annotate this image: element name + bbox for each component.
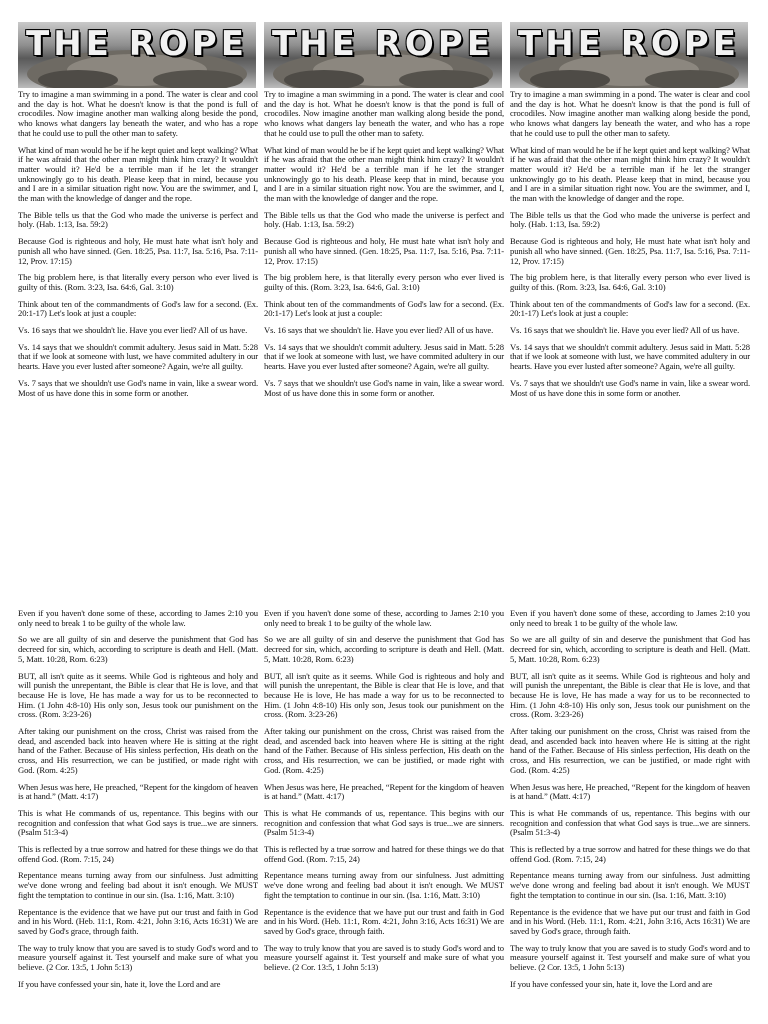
paragraph: This is what He commands of us, repentance. This begins with our recognition and confession that what God says is true...we are sinners. (Psalm 51:3-4) — [18, 807, 258, 838]
paragraph: If you have confessed your sin, hate it, love the Lord and are — [18, 978, 221, 989]
tract-column-3-part-1 — [510, 90, 750, 405]
banner-title: THE ROPE — [272, 24, 494, 64]
tract-column-1-part-2 — [18, 609, 258, 997]
paragraph: Vs. 7 says that we shouldn't use God's name in vain, like a swear word. Most of us have done this in some form or another. — [18, 377, 258, 398]
paragraph: Try to imagine a man swimming in a pond. The water is clear and cool and the day is hot. What he doesn't know is that the pond is full of crocodiles. Now imagine another man walking along beside the pond, who knows what dangers lay beneath the water, and who has a rope that he could use to pull the other man to safety. — [510, 89, 750, 138]
paragraph: This is what He commands of us, repentance. This begins with our recognition and confession that what God says is true...we are sinners. (Psalm 51:3-4) — [264, 807, 504, 838]
paragraph: The Bible tells us that the God who made the universe is perfect and holy. (Hab. 1:13, Isa. 59:2) — [18, 209, 258, 230]
paragraph: Try to imagine a man swimming in a pond. The water is clear and cool and the day is hot. What he doesn't know is that the pond is full of crocodiles. Now imagine another man walking along beside the pond, who knows what dangers lay beneath the water, and who has a rope that he could use to pull the other man to safety. — [18, 89, 258, 138]
paragraph: The big problem here, is that literally every person who ever lived is guilty of this. (Rom. 3:23, Isa. 64:6, Gal. 3:10) — [510, 272, 750, 292]
paragraph: Vs. 16 says that we shouldn't lie. Have you ever lied? All of us have. — [510, 325, 740, 336]
paragraph: Vs. 14 says that we shouldn't commit adultery. Jesus said in Matt. 5:28 that if we look at someone with lust, we have commited adultery in our hearts. Have you ever lusted after someone? Again, we're all guilty. — [18, 341, 258, 372]
paragraph: Repentance is the evidence that we have put our trust and faith in God and in his Word. (Heb. 11:1, Rom. 4:21, John 3:16, Acts 16:31) We are saved by God's grace, through faith. — [510, 906, 750, 936]
paragraph: The way to truly know that you are saved is to study God's word and to measure yourself against it. Test yourself and make sure of what you believe. (2 Cor. 13:5, 1 John 5:13) — [264, 942, 504, 973]
paragraph: Vs. 14 says that we shouldn't commit adultery. Jesus said in Matt. 5:28 that if we look at someone with lust, we have commited adultery in our hearts. Have you ever lusted after someone? Again, we're all guilty. — [510, 341, 750, 372]
paragraph: So we are all guilty of sin and deserve the punishment that God has decreed for sin, which, according to scripture is death and Hell. (Matt. 5, Matt. 10:28, Rom. 6:23) — [18, 634, 258, 664]
tract-column-2-part-1 — [264, 90, 504, 405]
paragraph: Even if you haven't done some of these, according to James 2:10 you only need to break 1 to be guilty of the whole law. — [264, 608, 504, 628]
paragraph: Vs. 16 says that we shouldn't lie. Have you ever lied? All of us have. — [18, 325, 248, 336]
paragraph: When Jesus was here, He preached, “Repent for the kingdom of heaven is at hand.” (Matt. 4:17) — [510, 781, 750, 802]
paragraph: Repentance means turning away from our sinfulness. Just admitting we've done wrong and feeling bad about it isn't enough. We MUST fight the temptation to continue in our sin. (Isa. 1:16, Matt. 3:10) — [510, 870, 750, 900]
the-rope-banner — [264, 22, 502, 88]
paragraph: The Bible tells us that the God who made the universe is perfect and holy. (Hab. 1:13, Isa. 59:2) — [264, 209, 504, 230]
paragraph: The big problem here, is that literally every person who ever lived is guilty of this. (Rom. 3:23, Isa. 64:6, Gal. 3:10) — [264, 272, 504, 292]
paragraph: After taking our punishment on the cross, Christ was raised from the dead, and ascended back into heaven where He is sitting at the right hand of the Father. Because of His sinless perfection, His death on the cross, and His resurrection, we can be justified, or made right with God. (Rom. 4:25) — [510, 726, 750, 775]
paragraph: When Jesus was here, He preached, “Repent for the kingdom of heaven is at hand.” (Matt. 4:17) — [18, 781, 258, 802]
tract-column-1-part-1 — [18, 90, 258, 405]
paragraph: This is what He commands of us, repentance. This begins with our recognition and confession that what God says is true...we are sinners. (Psalm 51:3-4) — [510, 807, 750, 838]
paragraph: Because God is righteous and holy, He must hate what isn't holy and punish all who have sinned. (Gen. 18:25, Psa. 11:7, Isa. 5:16, Psa. 7:11-12, Prov. 17:15) — [18, 236, 258, 266]
paragraph: If you have confessed your sin, hate it, love the Lord and are — [510, 978, 713, 989]
paragraph: Think about ten of the commandments of God's law for a second. (Ex. 20:1-17) Let's look at just a couple: — [264, 298, 504, 319]
paragraph: Even if you haven't done some of these, according to James 2:10 you only need to break 1 to be guilty of the whole law. — [510, 608, 750, 628]
paragraph: This is reflected by a true sorrow and hatred for these things we do that offend God. (Rom. 7:15, 24) — [18, 844, 258, 864]
paragraph: The Bible tells us that the God who made the universe is perfect and holy. (Hab. 1:13, Isa. 59:2) — [510, 209, 750, 230]
paragraph: So we are all guilty of sin and deserve the punishment that God has decreed for sin, which, according to scripture is death and Hell. (Matt. 5, Matt. 10:28, Rom. 6:23) — [510, 634, 750, 664]
paragraph: This is reflected by a true sorrow and hatred for these things we do that offend God. (Rom. 7:15, 24) — [264, 844, 504, 864]
paragraph: Vs. 14 says that we shouldn't commit adultery. Jesus said in Matt. 5:28 that if we look at someone with lust, we have commited adultery in our hearts. Have you ever lusted after someone? Again, we're all guilty. — [264, 341, 504, 372]
paragraph: After taking our punishment on the cross, Christ was raised from the dead, and ascended back into heaven where He is sitting at the right hand of the Father. Because of His sinless perfection, His death on the cross, and His resurrection, we can be justified, or made right with God. (Rom. 4:25) — [264, 726, 504, 775]
banner-title: THE ROPE — [518, 24, 740, 64]
paragraph: What kind of man would he be if he kept quiet and kept walking? What if he was afraid that the other man might think him crazy? It wouldn't matter would it? He'd be a terrible man if he let the stranger unknowingly go to his death. Please keep that in mind, because you and I are in a similar situation right now. You are the swimmer, and I, the man with the knowledge of danger and the rope. — [510, 144, 750, 204]
paragraph: The big problem here, is that literally every person who ever lived is guilty of this. (Rom. 3:23, Isa. 64:6, Gal. 3:10) — [18, 272, 258, 292]
paragraph: Think about ten of the commandments of God's law for a second. (Ex. 20:1-17) Let's look at just a couple: — [18, 298, 258, 319]
paragraph: Even if you haven't done some of these, according to James 2:10 you only need to break 1 to be guilty of the whole law. — [18, 608, 258, 628]
paragraph: Repentance means turning away from our sinfulness. Just admitting we've done wrong and feeling bad about it isn't enough. We MUST fight the temptation to continue in our sin. (Isa. 1:16, Matt. 3:10) — [264, 870, 504, 900]
paragraph: The way to truly know that you are saved is to study God's word and to measure yourself against it. Test yourself and make sure of what you believe. (2 Cor. 13:5, 1 John 5:13) — [18, 942, 258, 973]
paragraph: So we are all guilty of sin and deserve the punishment that God has decreed for sin, which, according to scripture is death and Hell. (Matt. 5, Matt. 10:28, Rom. 6:23) — [264, 634, 504, 664]
banner-title: THE ROPE — [26, 24, 248, 64]
paragraph: The way to truly know that you are saved is to study God's word and to measure yourself against it. Test yourself and make sure of what you believe. (2 Cor. 13:5, 1 John 5:13) — [510, 942, 750, 973]
paragraph: Try to imagine a man swimming in a pond. The water is clear and cool and the day is hot. What he doesn't know is that the pond is full of crocodiles. Now imagine another man walking along beside the pond, who knows what dangers lay beneath the water, and who has a rope that he could use to pull the other man to safety. — [264, 89, 504, 138]
paragraph: This is reflected by a true sorrow and hatred for these things we do that offend God. (Rom. 7:15, 24) — [510, 844, 750, 864]
paragraph: Think about ten of the commandments of God's law for a second. (Ex. 20:1-17) Let's look at just a couple: — [510, 298, 750, 319]
paragraph: What kind of man would he be if he kept quiet and kept walking? What if he was afraid that the other man might think him crazy? It wouldn't matter would it? He'd be a terrible man if he let the stranger unknowingly go to his death. Please keep that in mind, because you and I are in a similar situation right now. You are the swimmer, and I, the man with the knowledge of danger and the rope. — [18, 144, 258, 204]
paragraph: BUT, all isn't quite as it seems. While God is righteous and holy and will punish the unrepentant, the Bible is clear that He is love, and that because He is love, He has made a way for us to be reconnected to Him. (1 John 4:8-10) His only son, Jesus took our punishment on the cross. (Rom. 3:23-26) — [510, 670, 750, 720]
paragraph: Because God is righteous and holy, He must hate what isn't holy and punish all who have sinned. (Gen. 18:25, Psa. 11:7, Isa. 5:16, Psa. 7:11-12, Prov. 17:15) — [510, 236, 750, 266]
paragraph: What kind of man would he be if he kept quiet and kept walking? What if he was afraid that the other man might think him crazy? It wouldn't matter would it? He'd be a terrible man if he let the stranger unknowingly go to his death. Please keep that in mind, because you and I are in a similar situation right now. You are the swimmer, and I, the man with the knowledge of danger and the rope. — [264, 144, 504, 204]
paragraph: After taking our punishment on the cross, Christ was raised from the dead, and ascended back into heaven where He is sitting at the right hand of the Father. Because of His sinless perfection, His death on the cross, and His resurrection, we can be justified, or made right with God. (Rom. 4:25) — [18, 726, 258, 775]
paragraph: Vs. 7 says that we shouldn't use God's name in vain, like a swear word. Most of us have done this in some form or another. — [264, 377, 504, 398]
paragraph: Vs. 7 says that we shouldn't use God's name in vain, like a swear word. Most of us have done this in some form or another. — [510, 377, 750, 398]
tract-column-3-part-2 — [510, 609, 750, 997]
paragraph: When Jesus was here, He preached, “Repent for the kingdom of heaven is at hand.” (Matt. 4:17) — [264, 781, 504, 802]
paragraph: Repentance is the evidence that we have put our trust and faith in God and in his Word. (Heb. 11:1, Rom. 4:21, John 3:16, Acts 16:31) We are saved by God's grace, through faith. — [18, 906, 258, 936]
paragraph: BUT, all isn't quite as it seems. While God is righteous and holy and will punish the unrepentant, the Bible is clear that He is love, and that because He is love, He has made a way for us to be reconnected to Him. (1 John 4:8-10) His only son, Jesus took our punishment on the cross. (Rom. 3:23-26) — [18, 670, 258, 720]
paragraph: BUT, all isn't quite as it seems. While God is righteous and holy and will punish the unrepentant, the Bible is clear that He is love, and that because He is love, He has made a way for us to be reconnected to Him. (1 John 4:8-10) His only son, Jesus took our punishment on the cross. (Rom. 3:23-26) — [264, 670, 504, 720]
paragraph: Vs. 16 says that we shouldn't lie. Have you ever lied? All of us have. — [264, 325, 494, 336]
paragraph: Because God is righteous and holy, He must hate what isn't holy and punish all who have sinned. (Gen. 18:25, Psa. 11:7, Isa. 5:16, Psa. 7:11-12, Prov. 17:15) — [264, 236, 504, 266]
paragraph: Repentance is the evidence that we have put our trust and faith in God and in his Word. (Heb. 11:1, Rom. 4:21, John 3:16, Acts 16:31) We are saved by God's grace, through faith. — [264, 906, 504, 936]
the-rope-banner — [18, 22, 256, 88]
paragraph: Repentance means turning away from our sinfulness. Just admitting we've done wrong and feeling bad about it isn't enough. We MUST fight the temptation to continue in our sin. (Isa. 1:16, Matt. 3:10) — [18, 870, 258, 900]
the-rope-banner — [510, 22, 748, 88]
tract-column-2-part-2 — [264, 609, 504, 980]
